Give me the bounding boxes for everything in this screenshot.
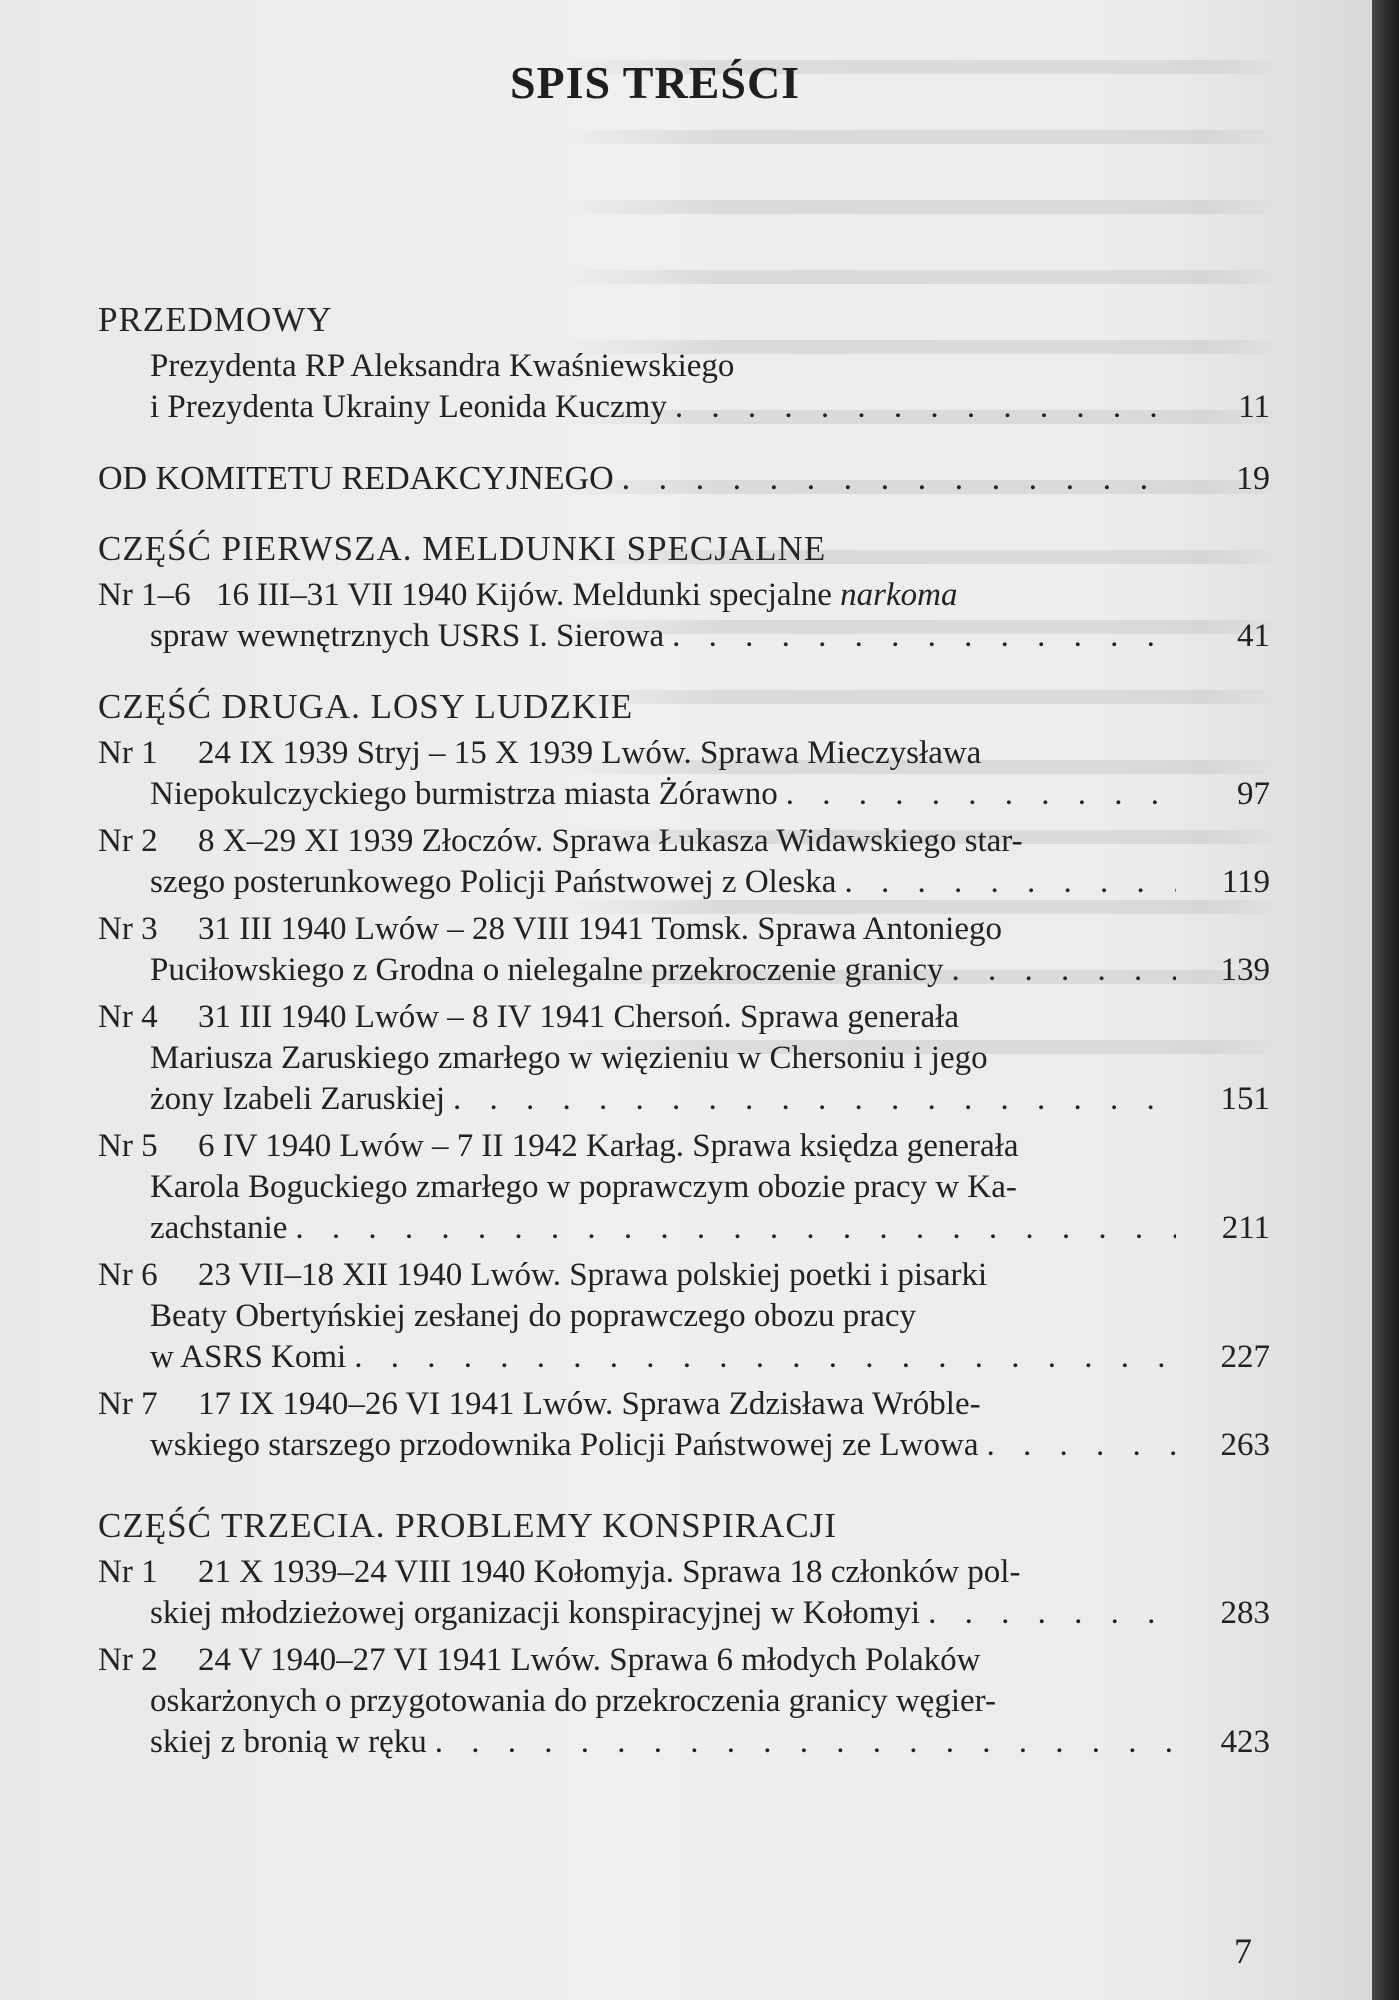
entry-last-line <box>98 1425 1270 1466</box>
toc-entry <box>98 997 1270 1120</box>
page-ref: 41 <box>1237 618 1270 654</box>
entry-number: Nr 1 <box>98 1554 158 1590</box>
toc-entry <box>98 1552 1270 1634</box>
page-title: SPIS TREŚCI <box>509 57 801 108</box>
entry-first-line <box>98 997 1270 1038</box>
entry-last-line <box>98 950 1270 991</box>
entry-number: Nr 1–6 <box>98 577 191 613</box>
entry-number: Nr 6 <box>98 1257 158 1293</box>
toc-entry <box>98 909 1270 991</box>
page-ref: 211 <box>1221 1210 1270 1246</box>
leader-dots <box>622 458 1176 499</box>
part3-section <box>98 1506 1270 1763</box>
leader-dots <box>672 616 1176 657</box>
entry-first-line <box>98 575 1270 616</box>
toc-entry <box>98 733 1270 815</box>
leader-dots <box>986 1425 1176 1466</box>
entry-line: Beaty Obertyńskiej zesłanej do poprawczego obozu pracy <box>150 1298 917 1334</box>
toc-entry <box>98 346 1270 428</box>
entry-text: wskiego starszego przodownika Policji Państwowej ze Lwowa <box>150 1427 979 1463</box>
page-ref: 227 <box>1220 1339 1270 1375</box>
section-heading: CZĘŚĆ TRZECIA. PROBLEMY KONSPIRACJI <box>98 1506 837 1545</box>
entry-last-line <box>98 774 1270 815</box>
entry-last-line <box>98 1337 1270 1378</box>
entry-line: Karola Boguckiego zmarłego w poprawczym obozie pracy w Ka- <box>150 1169 1017 1205</box>
entry-text: 24 V 1940–27 VI 1941 Lwów. Sprawa 6 młodych Polaków <box>198 1642 981 1678</box>
entry-first-line <box>98 1640 1270 1681</box>
entry-number: Nr 5 <box>98 1128 158 1164</box>
entry-last-line <box>98 1593 1270 1634</box>
entry-text: 21 X 1939–24 VIII 1940 Kołomyja. Sprawa 18 członków pol- <box>198 1554 1021 1590</box>
leader-dots <box>952 950 1176 991</box>
entry-last-line <box>98 862 1270 903</box>
entry-text: 16 III–31 VII 1940 Kijów. Meldunki specjalne narkoma <box>216 577 958 613</box>
entry-text: 24 IX 1939 Stryj – 15 X 1939 Lwów. Sprawa Mieczysława <box>198 735 982 771</box>
leader-dots <box>786 774 1176 815</box>
entry-last-line <box>98 387 1270 428</box>
entry-text: 6 IV 1940 Lwów – 7 II 1942 Karłag. Sprawa księdza generała <box>198 1128 1019 1164</box>
page-ref: 151 <box>1220 1081 1270 1117</box>
entry-first-line <box>98 1255 1270 1296</box>
leader-dots <box>928 1593 1176 1634</box>
entry-text: skiej z bronią w ręku <box>150 1724 427 1760</box>
leader-dots <box>354 1337 1176 1378</box>
entry-line: Prezydenta RP Aleksandra Kwaśniewskiego <box>150 348 735 384</box>
toc-entry <box>98 1640 1270 1763</box>
entry-text: szego posterunkowego Policji Państwowej z Oleska <box>150 864 837 900</box>
entry-first-line <box>98 1552 1270 1593</box>
entry-first-line <box>98 1384 1270 1425</box>
entry-text: 8 X–29 XI 1939 Złoczów. Sprawa Łukasza Widawskiego star- <box>198 823 1023 859</box>
leader-dots <box>295 1208 1176 1249</box>
entry-number: Nr 4 <box>98 999 158 1035</box>
entry-text: żony Izabeli Zaruskiej <box>150 1081 446 1117</box>
section-heading: PRZEDMOWY <box>98 300 333 339</box>
entry-text: 17 IX 1940–26 VI 1941 Lwów. Sprawa Zdzisława Wróble- <box>198 1386 981 1422</box>
section-heading: CZĘŚĆ DRUGA. LOSY LUDZKIE <box>98 687 634 726</box>
entry-text: 31 III 1940 Lwów – 28 VIII 1941 Tomsk. Sprawa Antoniego <box>198 911 1002 947</box>
table-of-contents <box>98 300 1270 1763</box>
entry-text: 23 VII–18 XII 1940 Lwów. Sprawa polskiej poetki i pisarki <box>198 1257 988 1293</box>
page-number: 7 <box>1234 1931 1252 1971</box>
page-ref: 423 <box>1220 1724 1270 1760</box>
entry-last-line <box>98 1208 1270 1249</box>
toc-entry <box>98 1384 1270 1466</box>
przedmowy-section <box>98 300 1270 428</box>
leader-dots <box>675 387 1176 428</box>
part3-entries <box>98 1552 1270 1763</box>
page-ref: 19 <box>1236 460 1270 497</box>
entry-text: spraw wewnętrznych USRS I. Sierowa <box>150 618 665 654</box>
page-edge <box>1372 0 1399 2000</box>
section-heading: CZĘŚĆ PIERWSZA. MELDUNKI SPECJALNE <box>98 529 827 568</box>
entry-text: w ASRS Komi <box>150 1339 347 1375</box>
entry-number: Nr 3 <box>98 911 158 947</box>
entry-line: Mariusza Zaruskiego zmarłego w więzieniu w Chersoniu i jego <box>150 1040 988 1076</box>
entry-text: skiej młodzieżowej organizacji konspiracyjnej w Kołomyi <box>150 1595 921 1631</box>
entry-number: Nr 2 <box>98 823 158 859</box>
page-ref: 263 <box>1220 1427 1270 1463</box>
toc-entry <box>98 1255 1270 1378</box>
page-ref: 11 <box>1238 389 1270 425</box>
entry-first-line <box>98 733 1270 774</box>
entry-text: OD KOMITETU REDAKCYJNEGO <box>98 460 614 497</box>
part1-section <box>98 529 1270 657</box>
entry-text: Niepokulczyckiego burmistrza miasta Żórawno <box>150 776 778 812</box>
leader-dots <box>453 1079 1176 1120</box>
page-ref: 97 <box>1237 776 1270 812</box>
entry-text: 31 III 1940 Lwów – 8 IV 1941 Chersoń. Sprawa generała <box>198 999 959 1035</box>
toc-entry <box>98 575 1270 657</box>
entry-number: Nr 7 <box>98 1386 158 1422</box>
toc-entry <box>98 458 1270 499</box>
entry-text: zachstanie <box>150 1210 288 1246</box>
leader-dots <box>844 862 1176 903</box>
part2-section <box>98 687 1270 1466</box>
entry-number: Nr 2 <box>98 1642 158 1678</box>
page-ref: 139 <box>1220 952 1270 988</box>
entry-last-line <box>98 1079 1270 1120</box>
part2-entries <box>98 733 1270 1466</box>
toc-entry <box>98 1126 1270 1249</box>
page-ref: 283 <box>1220 1595 1270 1631</box>
entry-line: oskarżonych o przygotowania do przekroczenia granicy węgier- <box>150 1683 996 1719</box>
entry-first-line <box>98 909 1270 950</box>
entry-text: Puciłowskiego z Grodna o nielegalne przekroczenie granicy <box>150 952 944 988</box>
entry-last-line <box>98 1722 1270 1763</box>
entry-last-line <box>98 616 1270 657</box>
komitet-section <box>98 458 1270 499</box>
entry-text: i Prezydenta Ukrainy Leonida Kuczmy <box>150 389 667 425</box>
leader-dots <box>435 1722 1176 1763</box>
entry-last-line <box>98 458 1270 499</box>
entry-first-line <box>98 1126 1270 1167</box>
page-ref: 119 <box>1221 864 1270 900</box>
entry-number: Nr 1 <box>98 735 158 771</box>
entry-first-line <box>98 821 1270 862</box>
toc-entry <box>98 821 1270 903</box>
